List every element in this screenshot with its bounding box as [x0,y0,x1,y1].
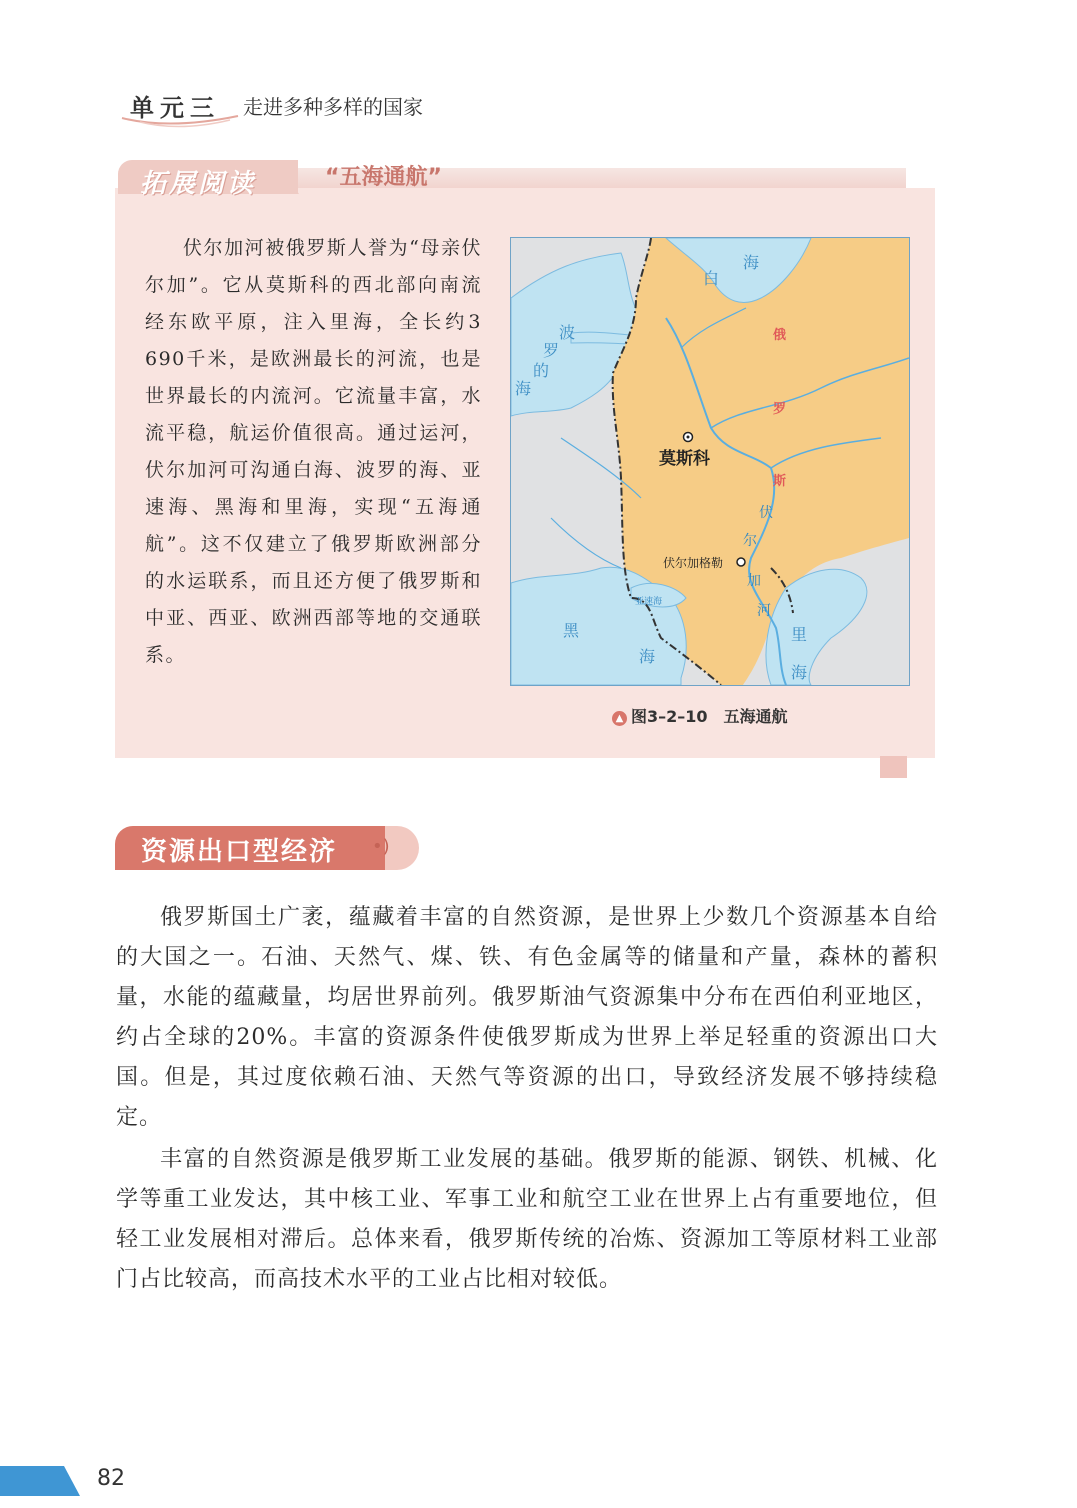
black-sea-label-2: 海 [639,647,656,666]
extended-reading-tab-tail [275,160,299,194]
russia-label-3: 斯 [773,474,787,489]
russia-label-1: 俄 [773,328,787,343]
white-sea-label-2: 海 [743,253,760,272]
extended-reading-text: 伏尔加河被俄罗斯人誉为“母亲伏尔加”。它从莫斯科的西北部向南流经东欧平原，注入里海，全长约3 690千米，是欧洲最长的河流，也是世界最长的内流河。它流量丰富，水流平稳，航运价值很高。通过运河，伏尔加河可沟通白海、波罗的海、亚速海、黑海和里海，实现“五海通航”。这不仅建立了俄罗斯欧洲部分的水运联系，而且还方便了俄罗斯和中亚、西亚、欧洲西部等地的交通联系。 [145,237,482,666]
extended-reading-title: “五海通航” [325,165,442,190]
baltic-sea-label-2: 罗 [543,341,560,360]
caspian-sea-label-2: 海 [791,663,808,682]
extended-reading-label: 拓展阅读 [140,169,257,199]
swoosh-decoration [120,114,240,130]
five-seas-map [510,237,910,686]
section-title: 资源出口型经济 [141,837,338,867]
volga-label-4: 河 [757,603,771,619]
volga-label-2: 尔 [743,533,757,549]
section-decoration-icon: •) [372,836,390,857]
figure-caption-text: 图3–2–10 五海通航 [631,707,788,726]
volga-label-1: 伏 [759,505,773,521]
black-sea-label-1: 黑 [563,621,580,640]
baltic-sea-label-3: 的 [533,361,550,380]
river-branch-5 [551,518,621,568]
section-heading [115,826,415,870]
volga-label-3: 加 [747,573,761,589]
baltic-sea-label-1: 波 [559,323,576,342]
page-tab [0,1466,80,1496]
unit-subtitle: 走进多种多样的国家 [243,95,423,119]
unit-label: 单元三 [130,94,220,122]
reading-bottom-tab [880,756,907,778]
volgograd-label: 伏尔加格勒 [663,556,724,570]
moscow-label: 莫斯科 [659,449,710,469]
figure-caption [612,704,788,727]
volgograd-marker [737,558,745,566]
white-sea-label-1: 白 [703,269,720,288]
triangle-icon: ▲ [612,711,627,726]
russia-label-2: 罗 [773,402,787,417]
body-paragraph-1: 俄罗斯国土广袤，蕴藏着丰富的自然资源，是世界上少数几个资源基本自给的大国之一。石油、天然气、煤、铁、有色金属等的储量和产量，森林的蓄积量，水能的蕴藏量，均居世界前列。俄罗斯油气资源集中分布在西伯利亚地区，约占全球的20%。丰富的资源条件使俄罗斯成为世界上举足轻重的资源出口大国。但是，其过度依赖石油、天然气等资源的出口，导致经济发展不够持续稳定。 [116,905,938,1130]
caspian-sea-label-1: 里 [791,625,808,644]
body-paragraph-2: 丰富的自然资源是俄罗斯工业发展的基础。俄罗斯的能源、钢铁、机械、化学等重工业发达，其中核工业、军事工业和航空工业在世界上占有重要地位，但轻工业发展相对滞后。总体来看，俄罗斯传统的冶炼、资源加工等原材料工业部门占比较高，而高技术水平的工业占比相对较低。 [116,1147,938,1292]
page-number: 82 [97,1466,125,1491]
baltic-sea-label-4: 海 [515,379,532,398]
section-heading-tail [385,826,419,870]
azov-sea-label: 亚速海 [635,597,663,607]
